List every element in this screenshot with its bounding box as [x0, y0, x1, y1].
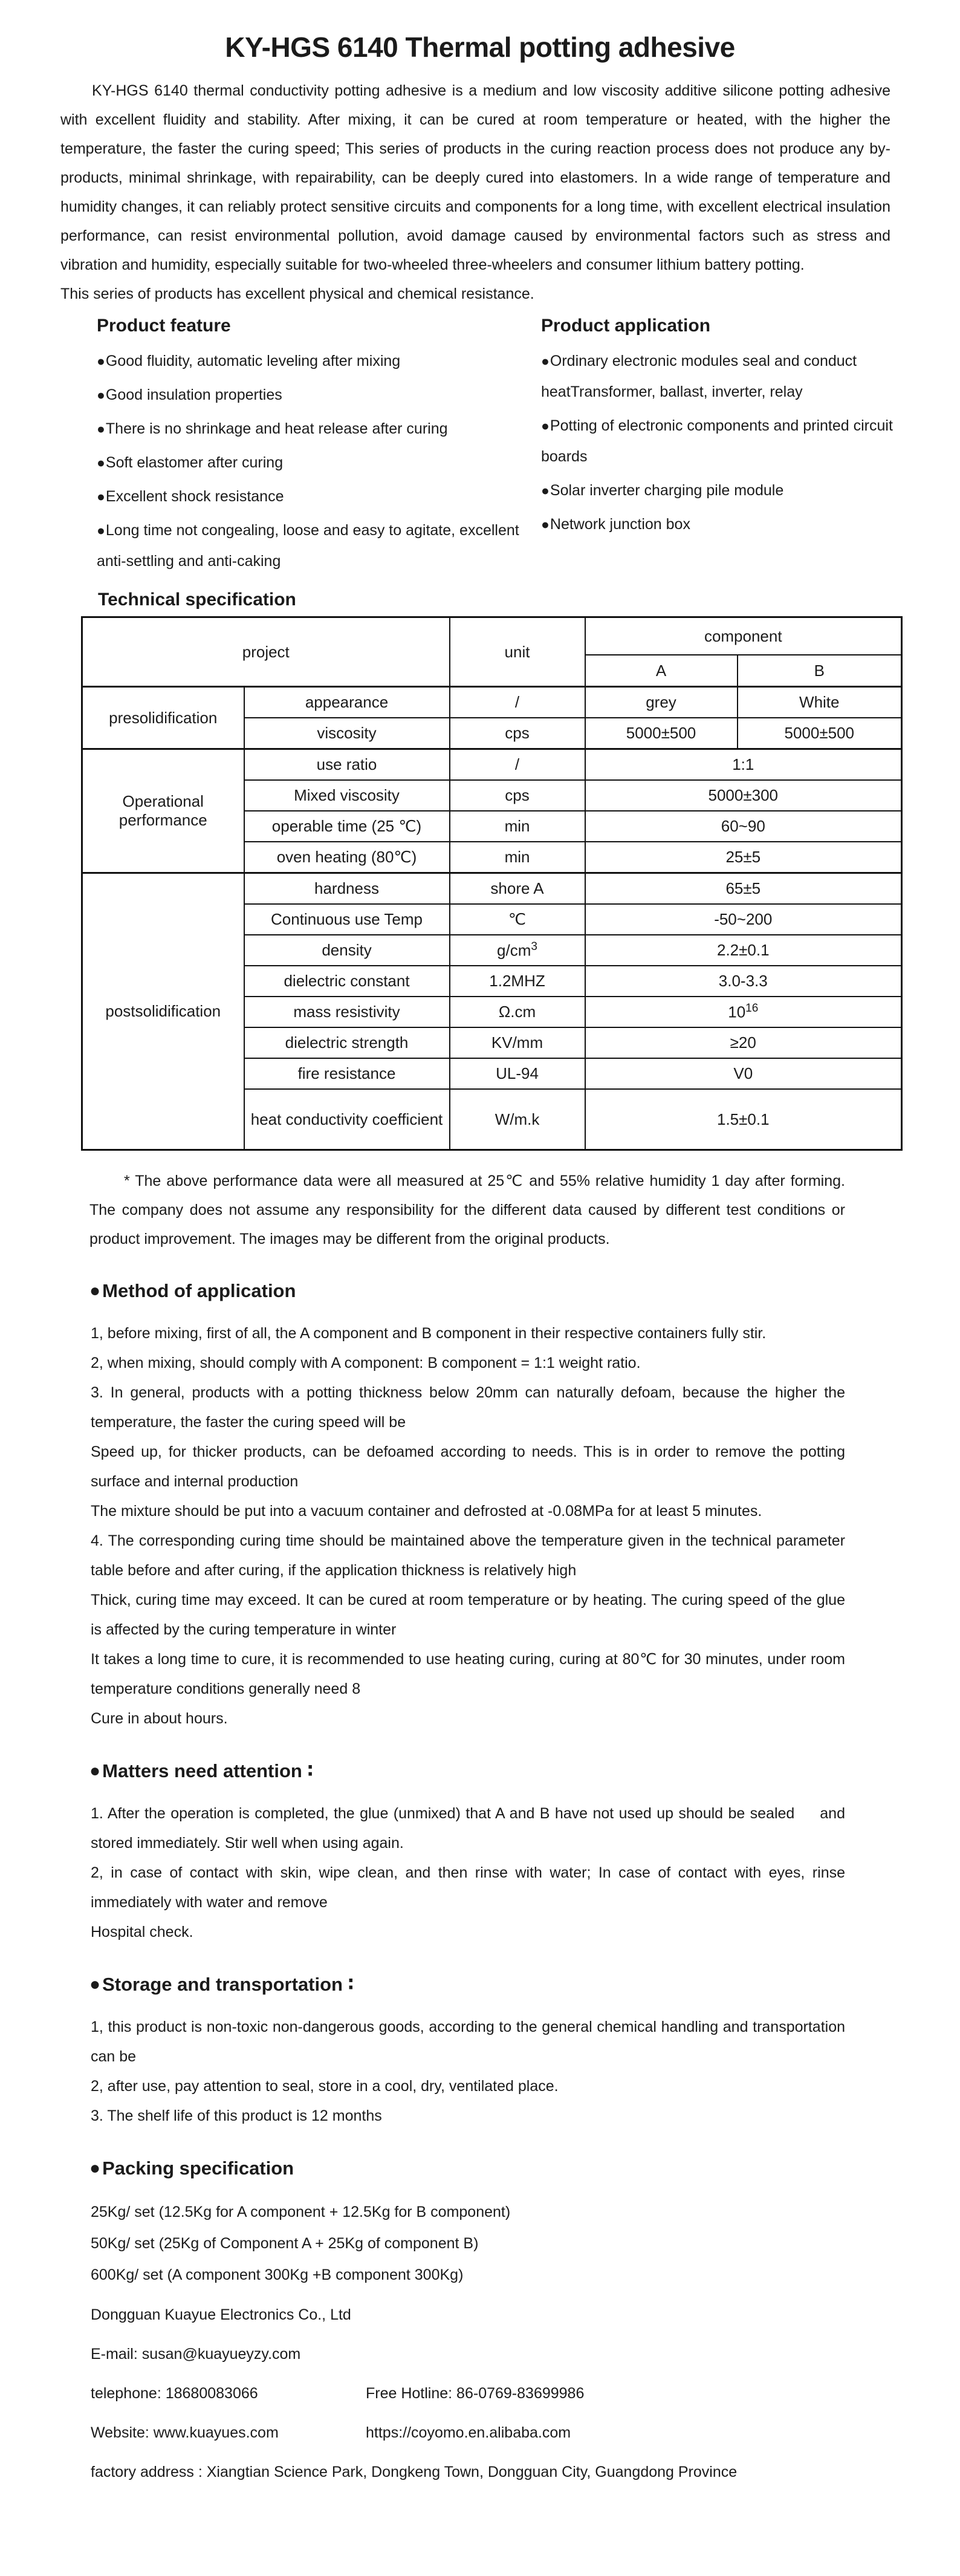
- spec-cell-unit: 1.2MHZ: [450, 966, 585, 997]
- spec-cell-unit: min: [450, 811, 585, 842]
- free-hotline-number: Free Hotline: 86-0769-83699986: [366, 2385, 585, 2402]
- matters-paragraph: 2, in case of contact with skin, wipe clean, and then rinse with water; In case of contact with eyes, rinse immediately with water and remove: [91, 1864, 845, 1911]
- spec-cell-value: 1:1: [585, 749, 902, 781]
- method-paragraph: Cure in about hours.: [91, 1710, 228, 1727]
- technical-specification-heading: Technical specification: [98, 590, 296, 610]
- bullet-icon: ●: [541, 353, 550, 369]
- method-paragraph: Speed up, for thicker products, can be defoamed according to needs. This is in order to remove the potting surface and internal production: [91, 1443, 845, 1490]
- intro-paragraph: KY-HGS 6140 thermal conductivity potting adhesive is a medium and low viscosity additive silicone potting adhesive with excellent fluidity and stability. After mixing, it can be cured at room temperature or heated, with the higher the temperature, the faster the curing speed; This series of products in the curing reaction process does not produce any by-products, minimal shrinkage, with repairability, can be deeply cured into elastomers. In a wide range of temperature and humidity changes, it can reliably protect sensitive circuits and components for a long time, with excellent electrical insulation performance, can resist environmental pollution, avoid damage caused by environmental factors such as stress and vibration and humidity, especially suitable for two-wheeled three-wheelers and consumer lithium battery potting.: [60, 82, 890, 273]
- feature-item-text: Soft elastomer after curing: [105, 454, 284, 471]
- group-cell-postsolidification: postsolidification: [82, 873, 244, 1150]
- feature-application-columns: [97, 314, 942, 580]
- packing-line: 25Kg/ set (12.5Kg for A component + 12.5Kg for B component): [91, 2204, 511, 2220]
- method-paragraph: The mixture should be put into a vacuum container and defrosted at -0.08MPa for at least 5 minutes.: [91, 1503, 762, 1520]
- spec-cell-label: use ratio: [244, 749, 450, 781]
- storage-paragraph: 1, this product is non-toxic non-dangerous goods, according to the general chemical handling and transportation can be: [91, 2018, 845, 2065]
- intro-closing-line: This series of products has excellent physical and chemical resistance.: [60, 285, 534, 302]
- spec-cell-value: 60~90: [585, 811, 902, 842]
- method-of-application-heading: [89, 1279, 960, 1303]
- page-title: KY-HGS 6140 Thermal potting adhesive: [225, 31, 735, 63]
- bullet-icon: ●: [97, 489, 105, 504]
- spec-cell-value: V0: [585, 1058, 902, 1089]
- packing-specification-heading: [89, 2156, 960, 2181]
- spec-row: [82, 873, 902, 905]
- matters-paragraph: Hospital check.: [91, 1924, 193, 1940]
- bullet-icon: ●: [541, 483, 550, 498]
- header-cell-component-b: B: [738, 655, 902, 687]
- spec-cell-label: mass resistivity: [244, 997, 450, 1027]
- feature-item: [97, 481, 541, 512]
- application-item: [541, 411, 904, 472]
- spec-cell-label: operable time (25 ℃): [244, 811, 450, 842]
- feature-item-text: Long time not congealing, loose and easy to agitate, excellent anti-settling and anti-caking: [97, 522, 519, 570]
- method-paragraph: Thick, curing time may exceed. It can be cured at room temperature or by heating. The curing speed of the glue is affected by the curing temperature in winter: [91, 1592, 845, 1638]
- bullet-icon: ●: [541, 418, 550, 434]
- bullet-icon: ●: [89, 2158, 101, 2178]
- bullet-icon: ●: [97, 455, 105, 470]
- spec-cell-unit: Ω.cm: [450, 997, 585, 1027]
- spec-cell-value-b: White: [738, 687, 902, 718]
- spec-cell-unit: W/m.k: [450, 1089, 585, 1150]
- feature-item-text: Excellent shock resistance: [105, 488, 284, 505]
- method-paragraphs: [91, 1319, 845, 1734]
- spec-cell-value: 65±5: [585, 873, 902, 905]
- storage-transportation-heading: [89, 1973, 960, 1997]
- spec-cell-unit: min: [450, 842, 585, 873]
- application-item-text: Potting of electronic components and printed circuit boards: [541, 417, 893, 465]
- telephone-number: telephone: 18680083066: [91, 2385, 258, 2402]
- storage-paragraphs: [91, 2012, 845, 2131]
- header-cell-project: project: [82, 617, 450, 687]
- method-paragraph: 4. The corresponding curing time should be maintained above the temperature given in the technical parameter table before and after curing, if the application thickness is relatively high: [91, 1532, 845, 1579]
- spec-cell-value: 5000±300: [585, 780, 902, 811]
- method-paragraph: 1, before mixing, first of all, the A component and B component in their respective containers fully stir.: [91, 1325, 767, 1342]
- spec-cell-unit: UL-94: [450, 1058, 585, 1089]
- spec-cell-label: viscosity: [244, 718, 450, 749]
- spec-cell-label: appearance: [244, 687, 450, 718]
- group-cell-presolidification: presolidification: [82, 687, 244, 749]
- spec-cell-label: Mixed viscosity: [244, 780, 450, 811]
- spec-header-row: [82, 617, 902, 655]
- spec-cell-unit: /: [450, 749, 585, 781]
- spec-cell-unit: shore A: [450, 873, 585, 905]
- matters-heading-text: Matters need attention ∶: [102, 1760, 313, 1781]
- spec-cell-value-b: 5000±500: [738, 718, 902, 749]
- spec-cell-unit: [450, 935, 585, 966]
- spec-cell-unit: /: [450, 687, 585, 718]
- website-line: [91, 2418, 869, 2448]
- spec-cell-unit: KV/mm: [450, 1027, 585, 1058]
- feature-item-text: Good fluidity, automatic leveling after mixing: [105, 353, 401, 369]
- bullet-icon: ●: [97, 421, 105, 437]
- storage-paragraph: 2, after use, pay attention to seal, store in a cool, dry, ventilated place.: [91, 2078, 559, 2095]
- spec-cell-value: ≥20: [585, 1027, 902, 1058]
- group-cell-operational-performance: Operational performance: [82, 749, 244, 873]
- matters-paragraph: 1. After the operation is completed, the glue (unmixed) that A and B have not used up should be sealed and stored immediately. Stir well when using again.: [91, 1805, 845, 1852]
- method-paragraph: 2, when mixing, should comply with A component: B component = 1:1 weight ratio.: [91, 1355, 641, 1371]
- method-paragraph: It takes a long time to cure, it is recommended to use heating curing, curing at 80℃ for 30 minutes, under room temperature conditions generally need 8: [91, 1651, 845, 1697]
- performance-footnote: * The above performance data were all measured at 25℃ and 55% relative humidity 1 day after forming. The company does not assume any responsibility for the different data caused by different test conditions or product improvement. The images may be different from the original products.: [89, 1173, 845, 1247]
- application-item-text: Network junction box: [550, 516, 690, 533]
- application-item: [541, 475, 904, 506]
- spec-cell-label: dielectric strength: [244, 1027, 450, 1058]
- website-url: Website: www.kuayues.com: [91, 2424, 279, 2441]
- application-item: [541, 346, 904, 408]
- bullet-icon: ●: [97, 522, 105, 538]
- spec-cell-label: fire resistance: [244, 1058, 450, 1089]
- feature-item-text: There is no shrinkage and heat release after curing: [105, 420, 448, 437]
- spec-row: [82, 749, 902, 781]
- feature-item: [97, 447, 541, 478]
- storage-heading-text: Storage and transportation ∶: [102, 1974, 354, 1995]
- feature-item: [97, 346, 541, 377]
- product-feature-heading: Product feature: [97, 316, 231, 336]
- spec-cell-value: 2.2±0.1: [585, 935, 902, 966]
- bullet-icon: ●: [89, 1281, 101, 1301]
- matters-need-attention-heading: [89, 1759, 960, 1783]
- spec-cell-unit: cps: [450, 780, 585, 811]
- intro-section: [60, 76, 890, 308]
- email-line: E-mail: susan@kuayueyzy.com: [91, 2346, 301, 2363]
- product-feature-section: [97, 314, 541, 580]
- storage-paragraph: 3. The shelf life of this product is 12 months: [91, 2107, 382, 2124]
- spec-cell-value: [585, 997, 902, 1027]
- spec-cell-value: 3.0-3.3: [585, 966, 902, 997]
- spec-cell-value-a: 5000±500: [585, 718, 738, 749]
- packing-line: 50Kg/ set (25Kg of Component A + 25Kg of component B): [91, 2235, 479, 2252]
- spec-cell-label: dielectric constant: [244, 966, 450, 997]
- technical-specification-table: [81, 616, 903, 1151]
- value-superscript: 16: [745, 1002, 759, 1015]
- contact-block: [91, 2300, 869, 2487]
- spec-cell-value-a: grey: [585, 687, 738, 718]
- bullet-icon: ●: [97, 353, 105, 369]
- company-name: Dongguan Kuayue Electronics Co., Ltd: [91, 2306, 351, 2323]
- product-application-section: [541, 314, 904, 580]
- bullet-icon: ●: [89, 1974, 101, 1994]
- factory-address: factory address : Xiangtian Science Park, Dongkeng Town, Dongguan City, Guangdong Province: [91, 2464, 738, 2480]
- packing-lines: [91, 2196, 845, 2291]
- method-paragraph: 3. In general, products with a potting thickness below 20mm can naturally defoam, because the higher the temperature, the faster the curing speed will be: [91, 1384, 845, 1431]
- application-list: [541, 346, 904, 540]
- bullet-icon: ●: [89, 1761, 101, 1781]
- spec-cell-label: density: [244, 935, 450, 966]
- feature-item: [97, 515, 541, 577]
- spec-cell-label: heat conductivity coefficient: [244, 1089, 450, 1150]
- unit-base: g/cm: [497, 941, 531, 960]
- application-item-text: Ordinary electronic modules seal and conduct heatTransformer, ballast, inverter, relay: [541, 353, 857, 400]
- header-cell-unit: unit: [450, 617, 585, 687]
- spec-cell-value: -50~200: [585, 904, 902, 935]
- packing-line: 600Kg/ set (A component 300Kg +B component 300Kg): [91, 2266, 464, 2283]
- spec-cell-unit: cps: [450, 718, 585, 749]
- method-heading-text: Method of application: [102, 1280, 296, 1301]
- value-base: 10: [728, 1003, 746, 1021]
- header-cell-component-a: A: [585, 655, 738, 687]
- feature-list: [97, 346, 541, 577]
- packing-heading-text: Packing specification: [102, 2158, 294, 2179]
- feature-item: [97, 380, 541, 411]
- application-item-text: Solar inverter charging pile module: [550, 482, 784, 499]
- spec-cell-value: 25±5: [585, 842, 902, 873]
- matters-paragraphs: [91, 1799, 845, 1947]
- spec-cell-label: Continuous use Temp: [244, 904, 450, 935]
- feature-item-text: Good insulation properties: [105, 386, 282, 403]
- spec-cell-label: hardness: [244, 873, 450, 905]
- application-item: [541, 509, 904, 540]
- feature-item: [97, 414, 541, 444]
- header-cell-component: component: [585, 617, 902, 655]
- product-application-heading: Product application: [541, 316, 711, 336]
- spec-cell-value: 1.5±0.1: [585, 1089, 902, 1150]
- phone-line: [91, 2379, 869, 2408]
- spec-cell-label: oven heating (80℃): [244, 842, 450, 873]
- bullet-icon: ●: [541, 516, 550, 532]
- spec-cell-unit: ℃: [450, 904, 585, 935]
- bullet-icon: ●: [97, 387, 105, 403]
- unit-superscript: 3: [531, 940, 537, 954]
- spec-row: [82, 687, 902, 718]
- alibaba-url: https://coyomo.en.alibaba.com: [366, 2424, 571, 2441]
